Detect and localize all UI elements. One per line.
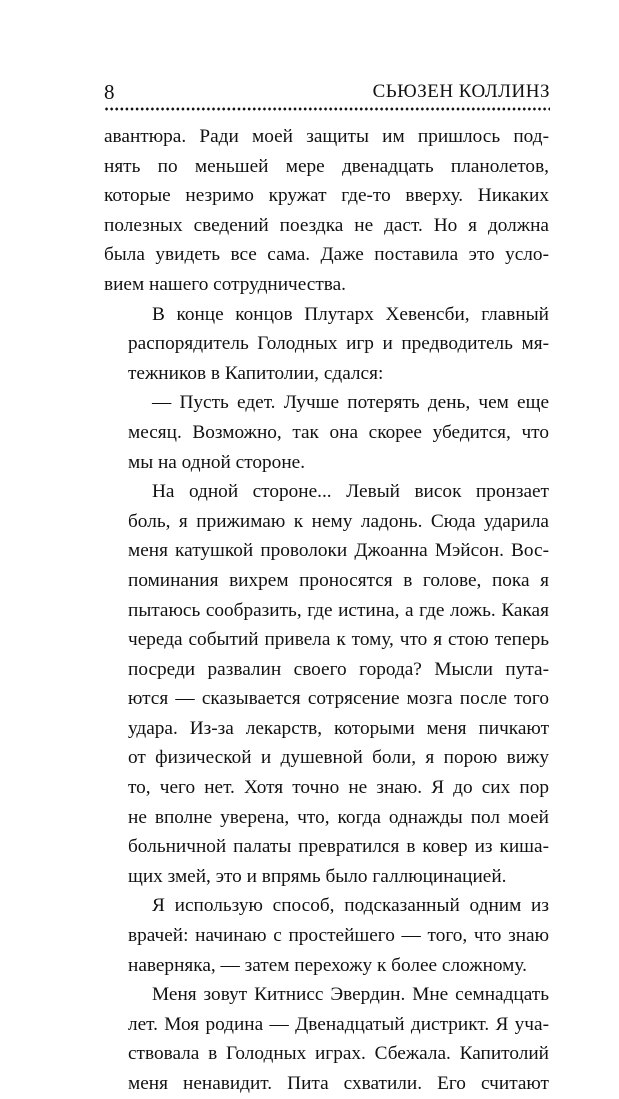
paragraph [104, 122, 549, 300]
text-line: месяц. Возможно, так она скорее убедится, что [128, 421, 549, 443]
text-line: нять по меньшей мере двенадцать планолетов, [104, 155, 549, 177]
text-line: В конце концов Плутарх Хевенсби, главный [152, 303, 549, 325]
text-line: была увидеть все сама. Даже поставила это усло- [104, 244, 549, 266]
running-head [104, 80, 550, 108]
paragraph [104, 477, 549, 891]
dotted-divider [104, 107, 550, 111]
text-line: больничной палаты превратился в ковер из киша- [128, 836, 549, 858]
text-line: вием нашего сотрудничества. [104, 273, 346, 295]
text-line: наверняка, — затем перехожу к более сложному. [128, 954, 527, 976]
text-line: авантюра. Ради моей защиты им пришлось под- [104, 126, 549, 147]
text-line: щих змей, это и впрямь было галлюцинацией. [128, 865, 507, 887]
book-author: СЬЮЗЕН КОЛЛИНЗ [372, 81, 550, 102]
text-line: удара. Из-за лекарств, которыми меня пичкают [128, 717, 549, 739]
text-line: Меня зовут Китнисс Эвердин. Мне семнадцать [152, 984, 549, 1006]
text-line: ются — сказывается сотрясение мозга после того [128, 688, 549, 710]
text-line: ствовала в Голодных играх. Сбежала. Капитолий [128, 1043, 549, 1065]
text-line: тежников в Капитолии, сдался: [128, 362, 384, 384]
text-line: которые незримо кружат где-то вверху. Никаких [104, 185, 549, 207]
text-line: На одной стороне... Левый висок пронзает [152, 481, 549, 503]
text-line: распорядитель Голодных игр и предводитель мя- [128, 333, 549, 355]
paragraph [104, 980, 549, 1098]
text-line: лет. Моя родина — Двенадцатый дистрикт. Я уча- [128, 1013, 549, 1035]
text-line: — Пусть едет. Лучше потерять день, чем еще [152, 392, 549, 414]
paragraph [104, 388, 549, 477]
text-line: поминания вихрем проносятся в голове, пока я [128, 569, 549, 591]
text-line: Я использую способ, подсказанный одним из [152, 895, 549, 917]
text-line: посреди развалин своего города? Мысли пута- [128, 658, 549, 680]
text-line: пытаюсь сообразить, где истина, а где ложь. Какая [128, 599, 549, 621]
page-number: 8 [104, 80, 115, 104]
text-line: не вполне уверена, что, когда однажды пол моей [128, 806, 549, 828]
text-line: мы на одной стороне. [128, 451, 306, 473]
text-line: боль, я прижимаю к нему ладонь. Сюда ударила [128, 510, 549, 532]
text-line: полезных сведений поездка не даст. Но я должна [104, 214, 549, 236]
text-line: череда событий привела к тому, что я стою теперь [128, 629, 549, 651]
text-line: меня ненавидит. Пита схватили. Его считают [128, 1073, 549, 1094]
paragraph [104, 891, 549, 980]
body-text [104, 122, 549, 1099]
text-line: меня катушкой проволоки Джоанна Мэйсон. Вос- [128, 540, 549, 562]
text-line: от физической и душевной боли, я порою вижу [128, 747, 549, 769]
text-line: то, чего нет. Хотя точно не знаю. Я до сих пор [128, 777, 549, 799]
paragraph [104, 300, 549, 389]
text-line: врачей: начинаю с простейшего — того, что знаю [128, 925, 549, 947]
